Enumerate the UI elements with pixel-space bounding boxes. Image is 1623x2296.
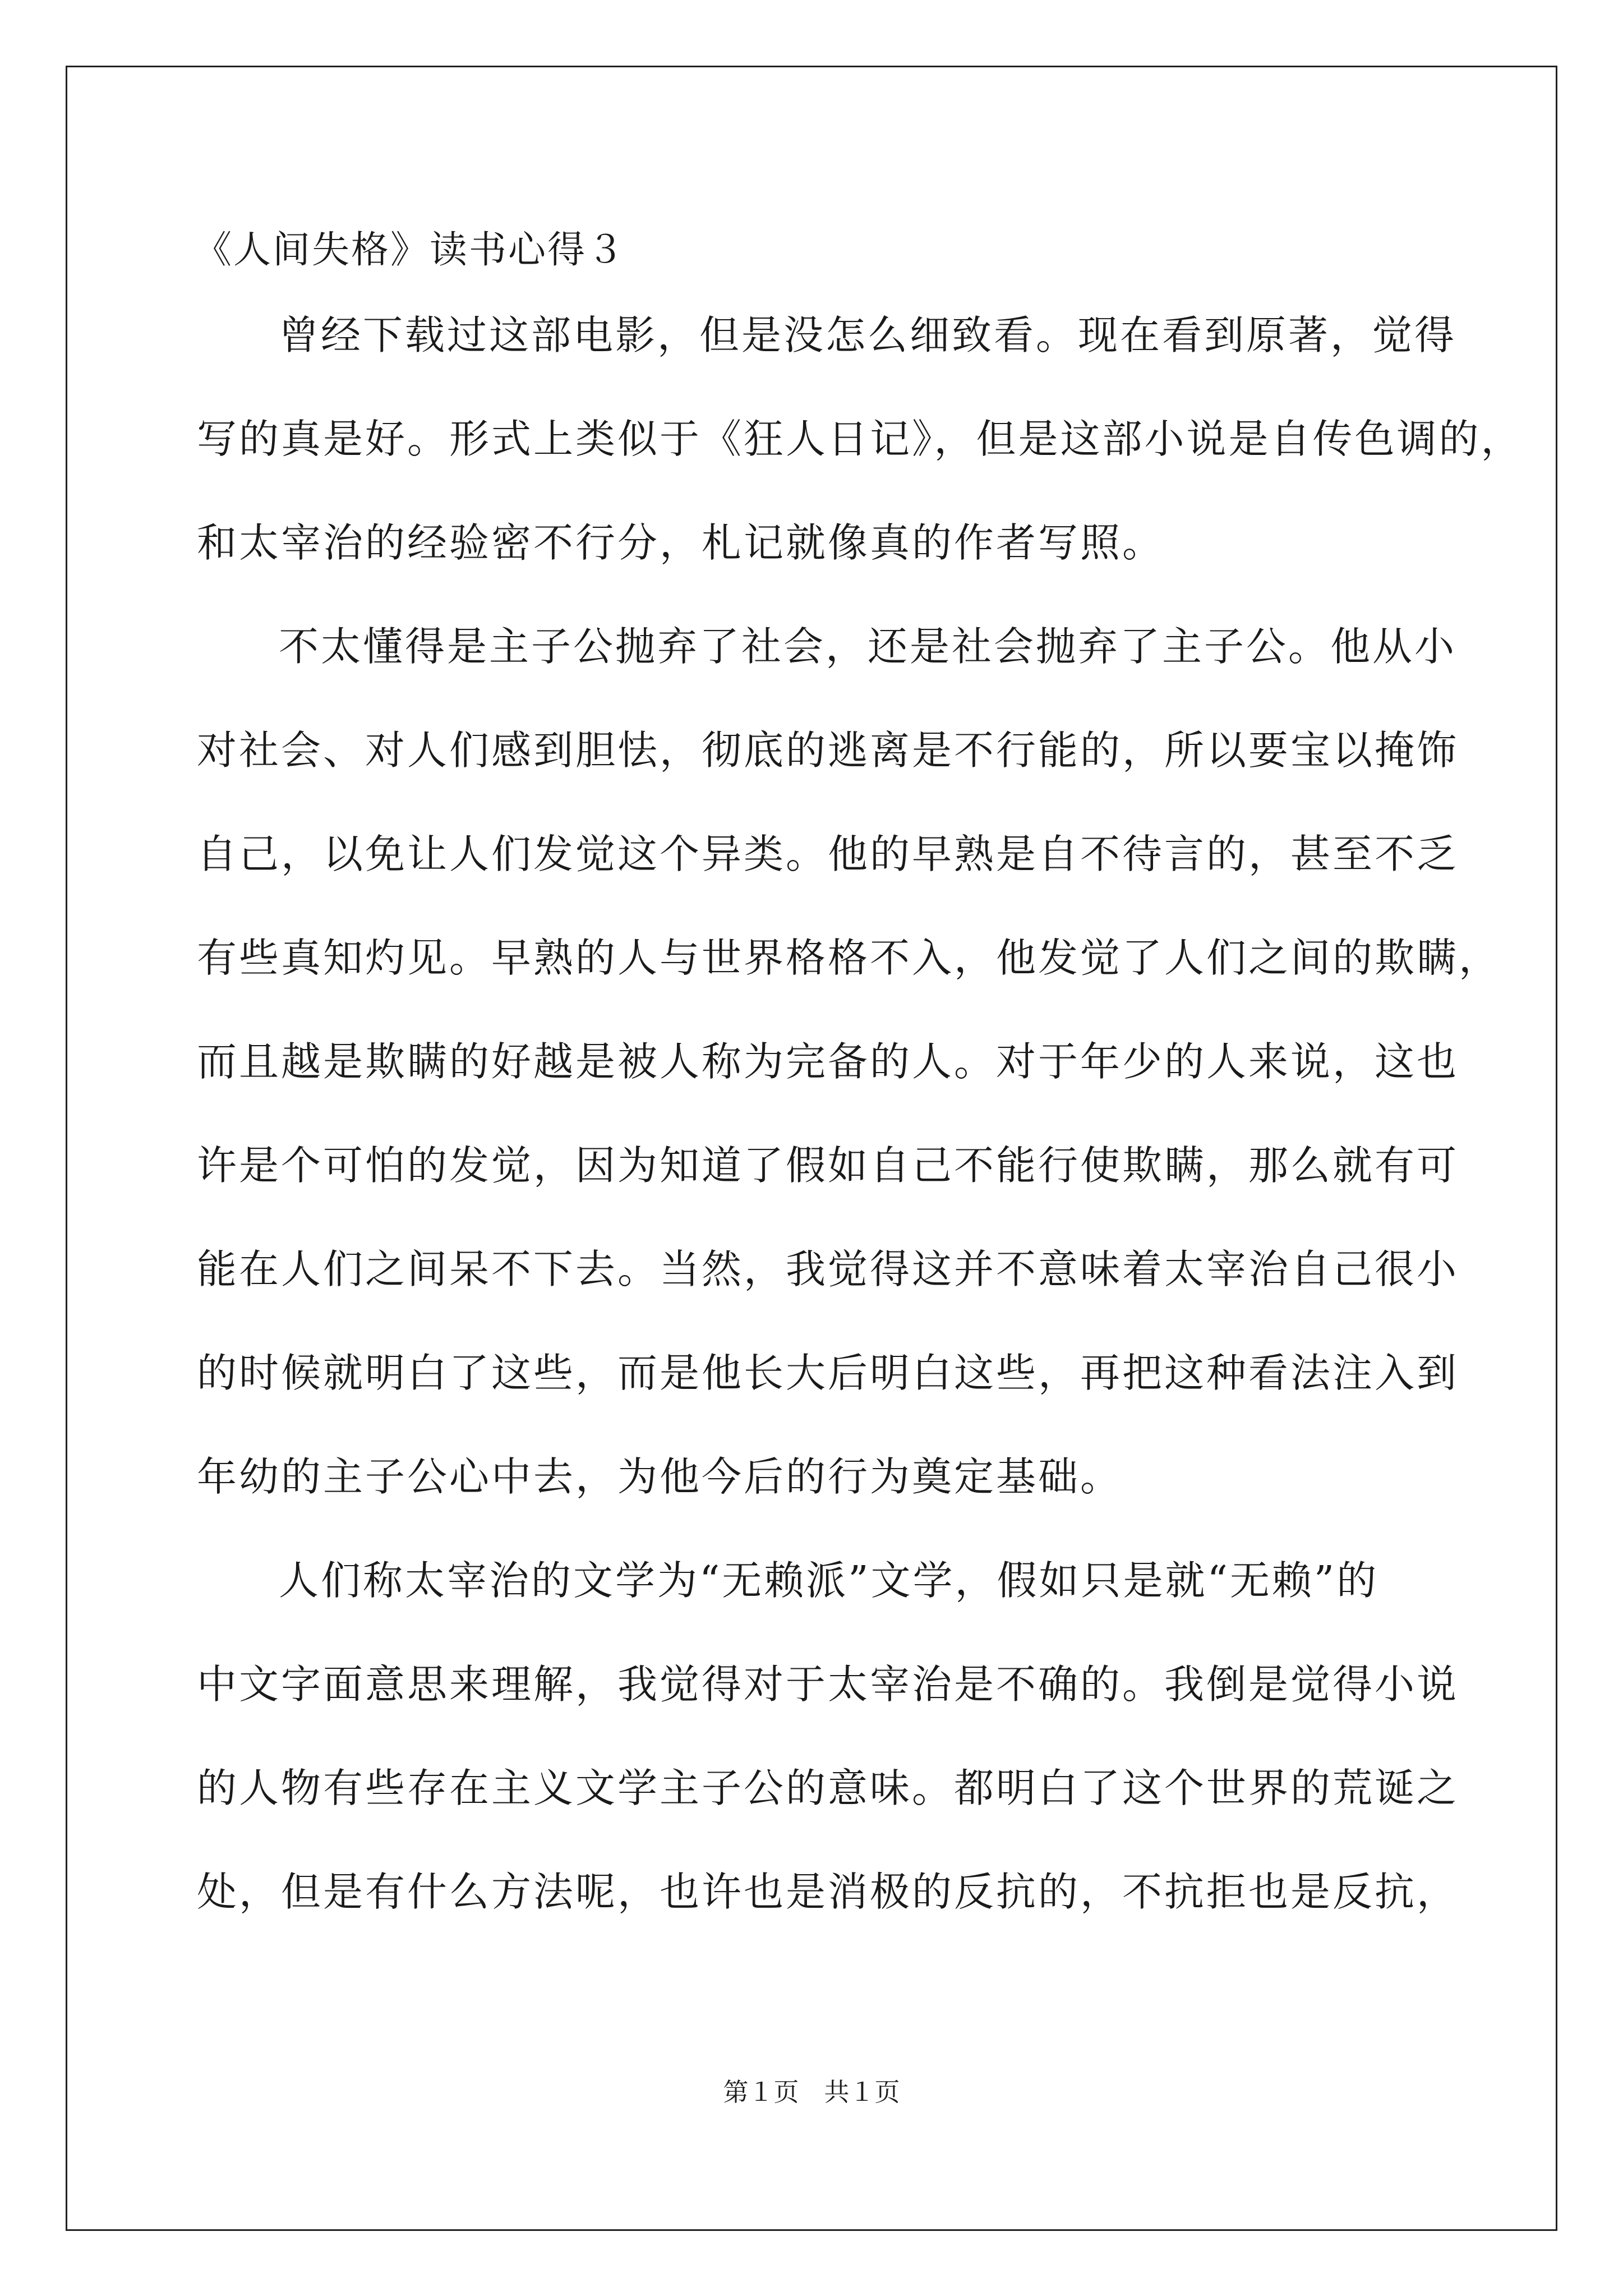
paragraph-1-line-3: 和太宰治的经验密不行分，札记就像真的作者写照。 [197,519,1165,566]
paragraph-2-line-9: 年幼的主子公心中去，为他今后的行为奠定基础。 [197,1453,1123,1500]
paragraph-1-line-2: 写的真是好。形式上类似于《狂人日记》，但是这部小说是自传色调的， [197,416,1523,462]
paragraph-2-line-4: 有些真知灼见。早熟的人与世界格格不入，他发觉了人们之间的欺瞒， [197,935,1501,981]
paragraph-2-line-7: 能在人们之间呆不下去。当然，我觉得这并不意味着太宰治自己很小 [197,1246,1459,1292]
document-title: 《人间失格》读书心得３ [194,228,626,272]
paragraph-2-line-5: 而且越是欺瞒的好越是被人称为完备的人。对于年少的人来说，这也 [197,1038,1459,1085]
paragraph-2-line-1: 不太懂得是主子公抛弃了社会，还是社会抛弃了主子公。他从小 [279,623,1457,670]
paragraph-1-line-1: 曾经下载过这部电影，但是没怎么细致看。现在看到原著，觉得 [279,312,1457,358]
paragraph-2-line-2: 对社会、对人们感到胆怯，彻底的逃离是不行能的，所以要宝以掩饰 [197,727,1459,774]
page-footer: 第１页 共１页 [723,2077,900,2107]
paragraph-3-line-1: 人们称太宰治的文学为“无赖派”文学，假如只是就“无赖”的 [279,1557,1379,1604]
paragraph-2-line-6: 许是个可怕的发觉，因为知道了假如自己不能行使欺瞒，那么就有可 [197,1142,1459,1189]
paragraph-2-line-8: 的时候就明白了这些，而是他长大后明白这些，再把这种看法注入到 [197,1350,1459,1396]
paragraph-3-line-3: 的人物有些存在主义文学主子公的意味。都明白了这个世界的荒诞之 [197,1765,1459,1811]
paragraph-3-line-4: 处，但是有什么方法呢，也许也是消极的反抗的，不抗拒也是反抗， [197,1869,1459,1915]
paragraph-3-line-2: 中文字面意思来理解，我觉得对于太宰治是不确的。我倒是觉得小说 [197,1661,1459,1708]
paragraph-2-line-3: 自己，以免让人们发觉这个异类。他的早熟是自不待言的，甚至不乏 [197,831,1459,877]
